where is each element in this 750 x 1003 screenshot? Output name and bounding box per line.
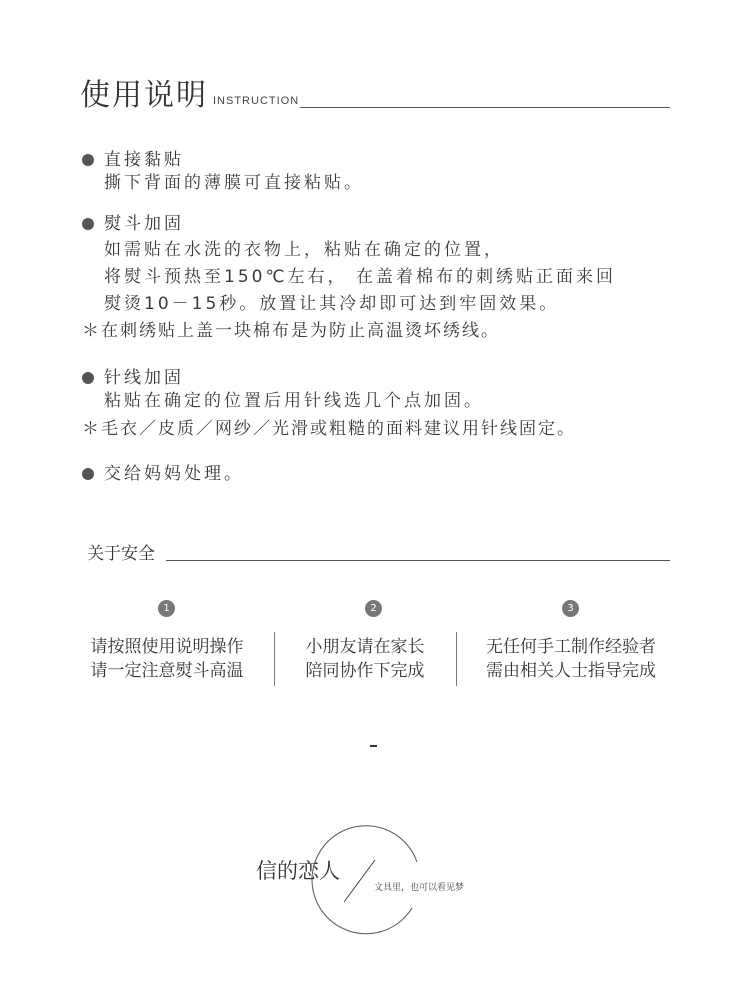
column-divider xyxy=(456,632,457,686)
bullet-icon xyxy=(82,468,94,480)
safety-item-line: 小朋友请在家长 xyxy=(305,637,425,657)
safety-item-line: 陪同协作下完成 xyxy=(305,661,425,681)
section-title: 针线加固 xyxy=(104,368,184,388)
bullet-icon xyxy=(82,372,94,384)
logo-slash xyxy=(344,860,375,902)
section-note: ＊在刺绣贴上盖一块棉布是为防止高温烫坏绣线。 xyxy=(82,321,500,341)
section-note: ＊毛衣／皮质／网纱／光滑或粗糙的面料建议用针线固定。 xyxy=(82,419,576,439)
safety-item-line: 无任何手工制作经验者 xyxy=(486,637,656,657)
safety-title: 关于安全 xyxy=(87,544,155,564)
safety-divider xyxy=(166,560,670,561)
bullet-icon xyxy=(82,154,94,166)
section-line: 撕下背面的薄膜可直接粘贴。 xyxy=(104,173,364,193)
safety-item xyxy=(458,635,684,683)
section-line: 如需贴在水洗的衣物上，粘贴在确定的位置， xyxy=(104,240,504,260)
section-line: 熨烫10－15秒。放置让其冷却即可达到牢固效果。 xyxy=(104,294,560,314)
section-line: 粘贴在确定的位置后用针线选几个点加固。 xyxy=(104,391,484,411)
page-title: 使用说明 xyxy=(80,78,208,113)
section-title: 直接黏贴 xyxy=(104,150,184,170)
safety-item xyxy=(62,635,272,683)
safety-item-line: 请按照使用说明操作 xyxy=(90,637,244,657)
section-line: 将熨斗预热至150℃左右， 在盖着棉布的刺绣贴正面来回 xyxy=(104,267,616,287)
safety-item-line: 请一定注意熨斗高温 xyxy=(90,661,244,681)
dash-divider xyxy=(370,745,377,747)
brand-name: 信的恋人 xyxy=(256,859,340,883)
section-title: 交给妈妈处理。 xyxy=(104,464,244,484)
header-divider xyxy=(300,107,670,108)
brand-slogan: 文具里，也可以看见梦 xyxy=(374,883,465,893)
brand-logo xyxy=(250,820,465,940)
step-number-icon: 1 xyxy=(158,600,175,617)
safety-item xyxy=(274,635,456,683)
section-title: 熨斗加固 xyxy=(104,214,184,234)
bullet-icon xyxy=(82,218,94,230)
page-subtitle: INSTRUCTION xyxy=(213,95,300,107)
step-number-icon: 3 xyxy=(562,600,579,617)
step-number-icon: 2 xyxy=(365,600,382,617)
safety-item-line: 需由相关人士指导完成 xyxy=(486,661,656,681)
